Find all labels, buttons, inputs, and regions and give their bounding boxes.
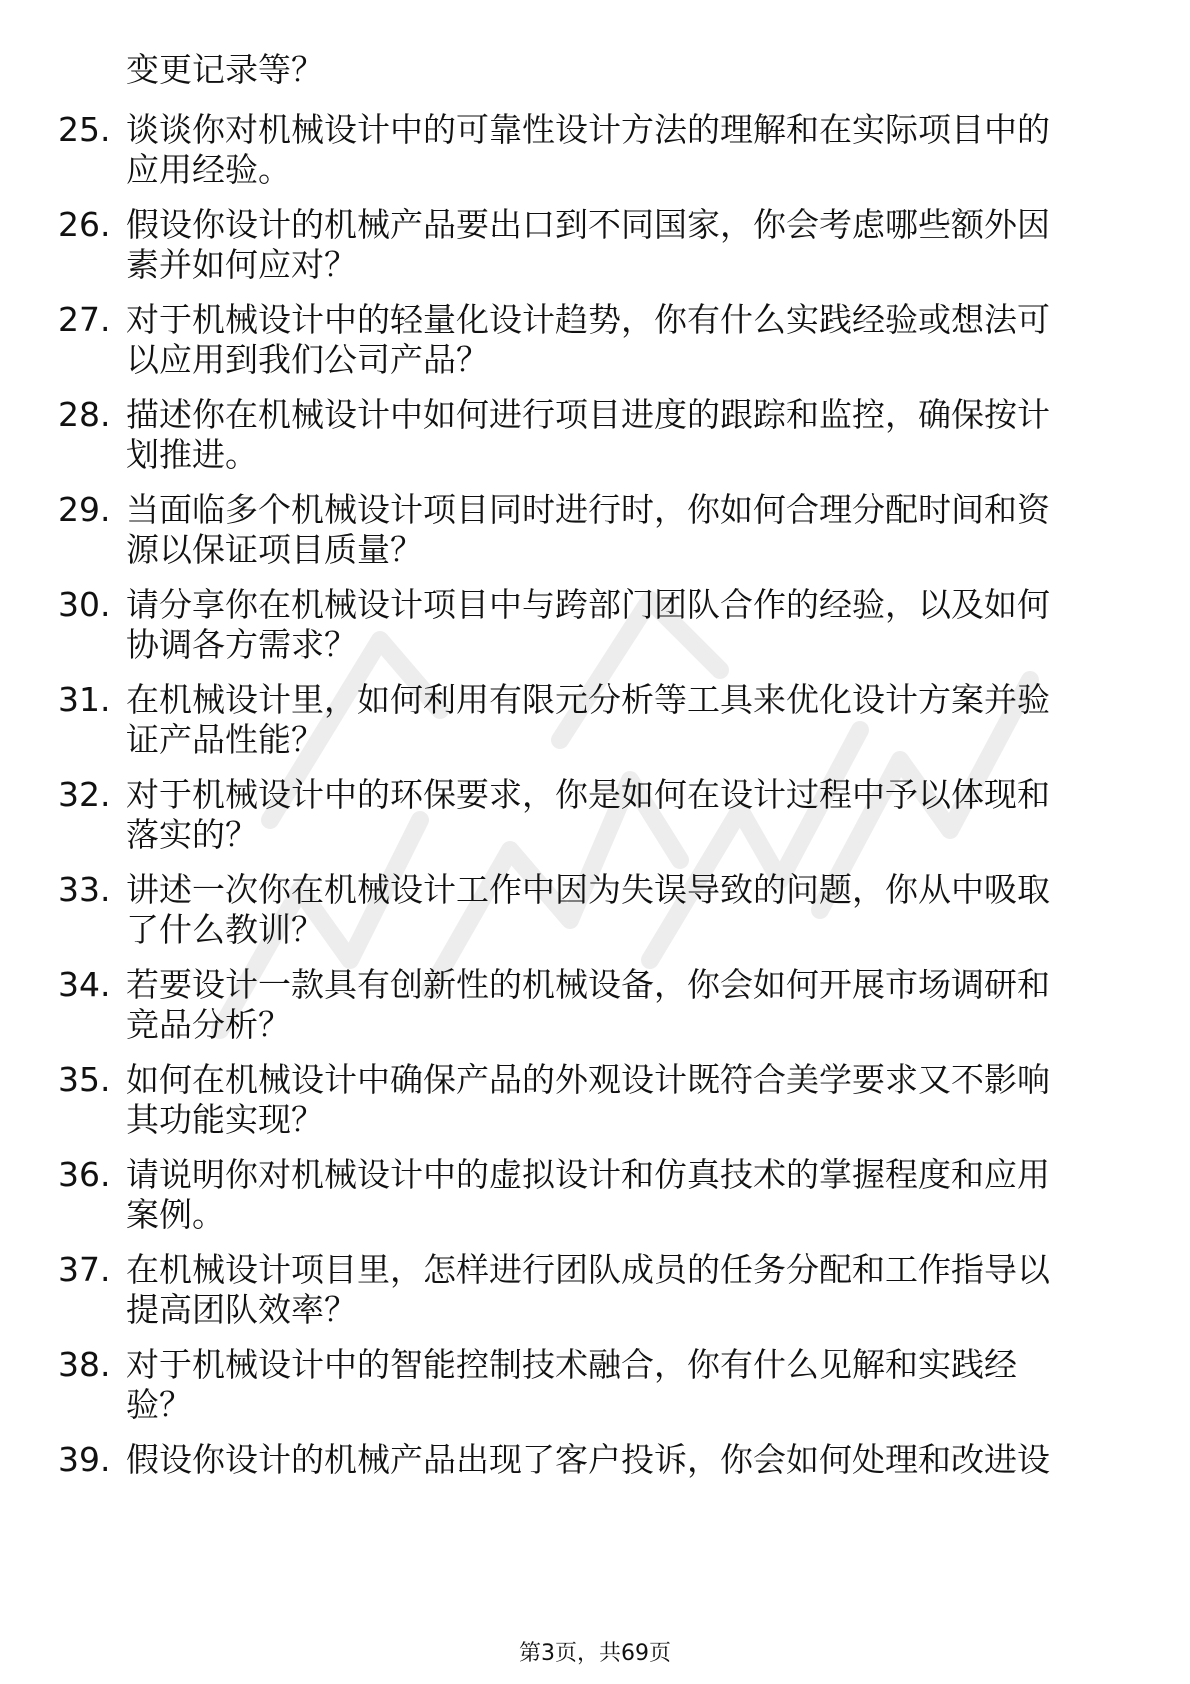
question-text-line-1: 请说明你对机械设计中的虚拟设计和仿真技术的掌握程度和应用 [126, 1155, 1050, 1194]
question-number: 26. [58, 205, 111, 244]
question-text-line-2: 以应用到我们公司产品？ [126, 340, 489, 379]
continuation-line: 变更记录等？ [126, 50, 324, 89]
question-text-line-1: 在机械设计里，如何利用有限元分析等工具来优化设计方案并验 [126, 680, 1050, 719]
question-text-line-1: 讲述一次你在机械设计工作中因为失误导致的问题，你从中吸取 [126, 870, 1050, 909]
question-text-line-2: 素并如何应对？ [126, 245, 357, 284]
question-text-line-2: 提高团队效率？ [126, 1290, 357, 1329]
question-number: 34. [58, 965, 111, 1004]
question-text-line-2: 证产品性能？ [126, 720, 324, 759]
question-text-line-2: 划推进。 [126, 435, 258, 474]
question-number: 38. [58, 1345, 111, 1384]
question-text-line-1: 假设你设计的机械产品出现了客户投诉，你会如何处理和改进设 [126, 1440, 1050, 1479]
question-number: 36. [58, 1155, 111, 1194]
question-text-line-2: 应用经验。 [126, 150, 291, 189]
question-text-line-2: 了什么教训？ [126, 910, 324, 949]
question-text-line-1: 当面临多个机械设计项目同时进行时，你如何合理分配时间和资 [126, 490, 1050, 529]
question-text-line-2: 其功能实现？ [126, 1100, 324, 1139]
question-text-line-1: 请分享你在机械设计项目中与跨部门团队合作的经验，以及如何 [126, 585, 1050, 624]
question-text-line-1: 对于机械设计中的轻量化设计趋势，你有什么实践经验或想法可 [126, 300, 1050, 339]
question-text-line-1: 假设你设计的机械产品要出口到不同国家，你会考虑哪些额外因 [126, 205, 1050, 244]
question-number: 31. [58, 680, 111, 719]
question-number: 33. [58, 870, 111, 909]
question-number: 29. [58, 490, 111, 529]
question-number: 32. [58, 775, 111, 814]
page-footer: 第3页，共69页 [519, 1641, 671, 1666]
question-text-line-2: 落实的？ [126, 815, 258, 854]
question-number: 30. [58, 585, 111, 624]
question-text-line-1: 若要设计一款具有创新性的机械设备，你会如何开展市场调研和 [126, 965, 1050, 1004]
question-number: 37. [58, 1250, 111, 1289]
question-number: 28. [58, 395, 111, 434]
question-text-line-1: 对于机械设计中的智能控制技术融合，你有什么见解和实践经 [126, 1345, 1017, 1384]
question-text-line-1: 如何在机械设计中确保产品的外观设计既符合美学要求又不影响 [126, 1060, 1050, 1099]
question-number: 39. [58, 1440, 111, 1479]
question-number: 35. [58, 1060, 111, 1099]
question-text-line-2: 源以保证项目质量？ [126, 530, 423, 569]
question-text-line-2: 竞品分析？ [126, 1005, 291, 1044]
question-text-line-1: 在机械设计项目里，怎样进行团队成员的任务分配和工作指导以 [126, 1250, 1050, 1289]
question-number: 27. [58, 300, 111, 339]
question-text-line-2: 验？ [126, 1385, 192, 1424]
question-text-line-1: 对于机械设计中的环保要求，你是如何在设计过程中予以体现和 [126, 775, 1050, 814]
question-text-line-2: 案例。 [126, 1195, 225, 1234]
question-text-line-1: 谈谈你对机械设计中的可靠性设计方法的理解和在实际项目中的 [126, 110, 1050, 149]
question-number: 25. [58, 110, 111, 149]
question-text-line-2: 协调各方需求？ [126, 625, 357, 664]
question-text-line-1: 描述你在机械设计中如何进行项目进度的跟踪和监控，确保按计 [126, 395, 1050, 434]
